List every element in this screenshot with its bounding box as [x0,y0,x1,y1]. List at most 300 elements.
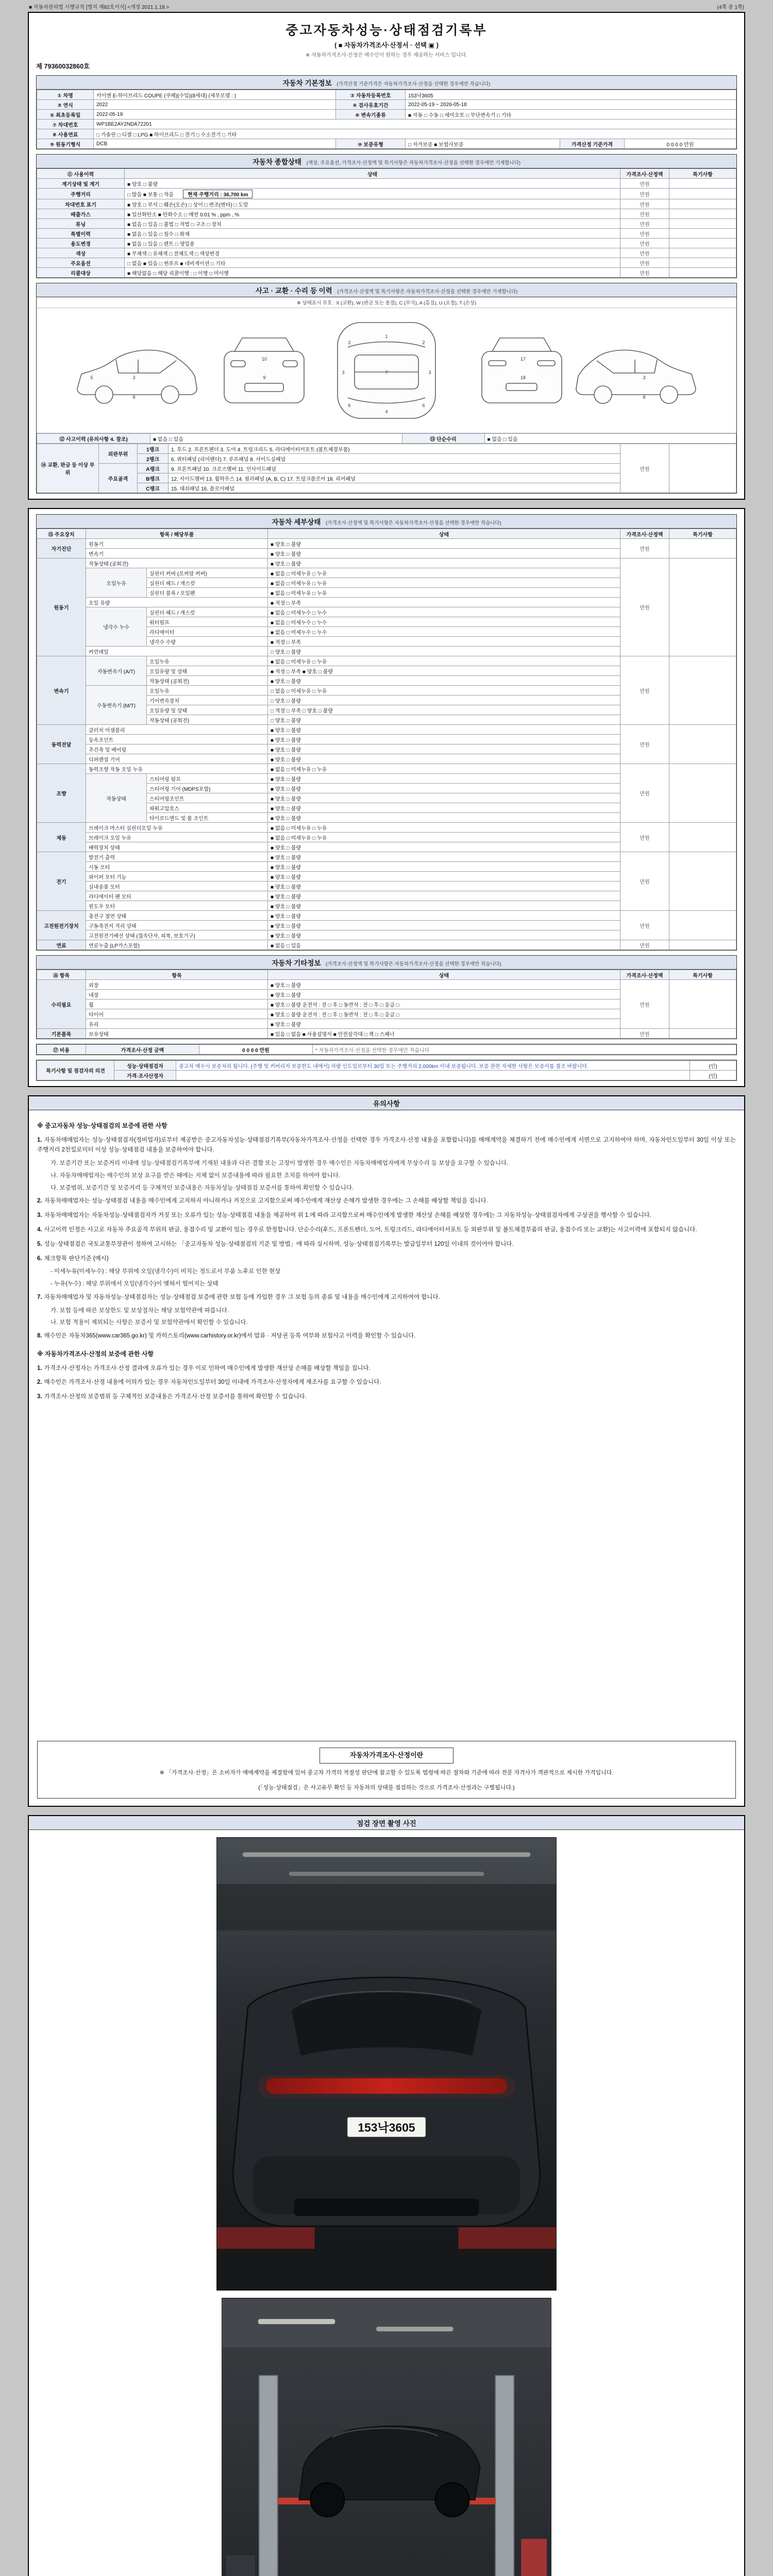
item-label: 계기상태 및 계기 [37,179,125,189]
table-row [37,940,736,950]
note-cell [669,209,736,219]
title-subline: ( ■ 자동차가격조사·산정서 · 선택 ▣ ) [334,42,439,49]
item-label: 시동 모터 [86,862,268,872]
notice-subitem: - 누유(누수) : 해당 부위에서 오일(냉각수)이 맺혀서 떨어지는 상태 [51,1281,219,1287]
page-marker: (4쪽 중 1쪽) [717,5,744,10]
note-cell [669,656,736,725]
garage-shadow [217,1884,556,1930]
subgroup-label: 작동상태 [86,774,147,823]
item-label: 특별이력 [37,229,125,239]
notice-subitem: 나. 자동차매매업자는 매수인의 보상 요구를 받은 때에는 지체 없이 보증내용에 따라 필요한 조치를 하여야 합니다. [51,1172,341,1179]
table-row [37,539,736,549]
item-status: ■ 없음 □ 미세누유 □ 누유 [268,833,620,842]
group-label: 전기 [37,852,86,911]
note-cell [669,940,736,950]
item-label: 브레이크 오일 누유 [86,833,268,842]
diagram-part-number: 1 [385,334,388,339]
price-cell: 만원 [620,248,669,258]
price-cell: 만원 [620,823,669,852]
note-cell [669,823,736,852]
price-cell: 만원 [620,229,669,239]
item-status: ■ 없음 □ 미세누수 □ 누수 [268,627,620,637]
item-label: 타이어 [86,1009,268,1019]
item-status: □ 양호 □ 불량 [268,696,620,705]
price-cell: 만원 [620,980,669,1029]
table-row [37,209,736,219]
detail-section-note: (가격조사·산정액 및 특기사항은 자동차가격조사·산정을 선택한 경우에만 적습니다) [326,520,501,526]
item-label: 변속기 [86,549,268,558]
column-header: 상태 [268,529,620,539]
diagram-part-number: 6 [348,403,351,408]
item-status [125,258,620,268]
table-header-row [37,529,736,539]
table-row [37,1061,736,1071]
price-cell: 만원 [620,539,669,558]
price-cell: 만원 [620,268,669,278]
subgroup-label: 자동변속기 (A/T) [86,656,147,686]
car-diagram-rear [482,338,562,403]
status-checkboxes: ■ 없음 □ 있음 □ 렌트 □ 영업용 [127,241,195,247]
notice-item-text: 사고이력 인정은 사고로 자동차 주요골격 부위의 판금, 용접수리 및 교환이 있는 경우로 한정합니다. 단순수리(후드, 프론트펜더, 도어, 트렁크리드, 라디에이터서포트 등 외판부위 및 볼트체결부품의 판금, 용접수리 또는 교환)는 사고이력에 포함되지 않습니다. [44,1226,697,1233]
column-header: 상태 [268,970,620,980]
diagram-part-number: 17 [520,357,526,362]
table-row [37,1071,736,1080]
item-status: ■ 양호 □ 불량 [268,1019,620,1029]
box-notice [28,1095,745,1807]
item-label: 오일누유 [147,686,268,696]
item-status: ■ 양호 □ 불량 [268,813,620,823]
item-status: ■ 없음 □ 미세누유 □ 누유 [268,823,620,833]
page-title: 중고자동차성능·상태점검기록부 [285,23,488,38]
ceiling-light [376,2327,453,2331]
group-label: 원동기 [37,558,86,656]
cost-section [36,1044,737,1055]
price-cell: 만원 [620,764,669,823]
item-status: ■ 적정 □ 부족 [268,637,620,647]
table-row [37,179,736,189]
group-label: 변속기 [37,656,86,725]
note-cell [669,1029,736,1039]
note-cell [669,189,736,199]
item-label: 추진축 및 베어링 [86,744,268,754]
diagram-part-number: 9 [263,375,266,380]
diagram-part-number: 7 [385,370,388,375]
item-status: ■ 양호 □ 불량 운전석 : 전 □ 후 □ 동반석 : 전 □ 후 □ 응급 □ [268,999,620,1009]
basic-info-table [37,90,736,149]
item-label: 고전원전기배선 상태 (접속단자, 피복, 보호기구) [86,930,268,940]
diagram-part-number: 10 [261,357,267,362]
table-row [37,911,736,921]
column-header: 특기사항 [669,529,736,539]
notice-subitem: 다. 보증범위, 보증기간 및 보증거리 등 구체적인 보증내용은 자동차성능·상태점검 보증서를 통하여 확인할 수 있습니다. [51,1184,354,1191]
field-label: ⑦ 차대번호 [37,120,94,129]
title-note: ※ 자동차가격조사·산정은 매수인이 원하는 경우 제공하는 서비스 입니다. [305,53,468,58]
item-label: 디퍼렌셜 기어 [86,754,268,764]
appraiser-opinion [176,1071,690,1080]
column-header: 항목 / 해당부품 [86,529,268,539]
item-status: ■ 없음 □ 미세누수 □ 누수 [268,617,620,627]
taillight-glow [258,2075,515,2098]
status-checkboxes: ■ 없음 □ 있음 □ 침수 □ 화재 [127,231,190,238]
item-label: 색상 [37,248,125,258]
table-row [37,558,736,568]
table-row [37,823,736,833]
price-cell: 만원 [620,189,669,199]
car-diagram-strip [37,308,736,433]
item-status: ■ 양호 □ 불량 [268,862,620,872]
table-header-row [37,169,736,179]
item-label: 실린더 헤드 / 개스킷 [147,607,268,617]
item-status: ■ 양호 □ 불량 [268,676,620,686]
car-diagram-front [224,338,304,403]
box-detail-etc [28,508,745,1087]
rank-label: A랭크 [138,464,169,473]
car-diagrams [67,311,706,427]
field-label: ⑥ 변속기종류 [336,110,406,120]
column-header: ⑪ 사용이력 [37,169,125,179]
item-status: ■ 양호 □ 불량 [268,980,620,990]
notice-section-header [29,1096,744,1110]
notice-item-text: 매수인은 가격조사·산정 내용에 이의가 있는 경우 자동차인도일부터 30일 이내에 가격조사·산정자에게 재조사를 요구할 수 있습니다. [44,1379,381,1386]
price-cell: 만원 [620,444,669,493]
diagram-part-number: 5 [90,375,93,380]
item-status [125,248,620,258]
notice-item [37,1196,736,1207]
status-checkboxes: ■ 양호 □ 부식 □ 훼손(오손) □ 상이 □ 변조(변타) □ 도말 [127,202,248,208]
item-status: □ 양호 □ 불량 [268,715,620,725]
column-header: 가격조사·산정액 [620,169,669,179]
notice-body [29,1110,744,1806]
item-label: 오일유량 및 상태 [147,666,268,676]
notice-subitem: 가. 보증기간 또는 보증거리 이내에 성능·상태점검기록부에 기재된 내용과 다른 결함 또는 고장이 발생한 경우 매수인은 자동차매매업자에게 무상수리 등 보상을 요구할 수 있습니다. [51,1160,509,1167]
table-row [37,444,736,454]
item-status: ■ 양호 □ 불량 [268,872,620,882]
field-value: 카이엔 E-하이브리드 COUPE (쿠페)(수입)(8세대) (세부모델 : ) [94,90,336,100]
notice-subitem: 가. 보험 등에 따른 보상한도 및 보상절차는 해당 보험약관에 따릅니다. [51,1307,229,1314]
table-row [37,229,736,239]
item-label: 라디에이터 [147,627,268,637]
lift-post-left [259,2376,278,2576]
item-status: ■ 양호 □ 불량 [268,754,620,764]
item-label: 배력장치 상태 [86,842,268,852]
group-label: 외판부위 [99,444,138,464]
item-status [125,239,620,248]
ceiling-light [243,1852,530,1857]
group-label: 동력전달 [37,725,86,764]
price-cell: 만원 [620,911,669,940]
basic-info-section [36,75,737,149]
overall-section-header [37,155,736,168]
accident-flags-table [37,433,736,444]
item-status: ■ 양호 □ 불량 [268,744,620,754]
cost-table [37,1044,736,1055]
field-label: ④ 검사유효기간 [336,100,406,110]
diagram-part-number: 8 [643,395,646,400]
notice-item-text: 가격조사·산정의 보증범위 등 구체적인 보증내용은 가격조사·산정 보증서를 통하여 확인할 수 있습니다. [44,1394,307,1400]
field-label: ② 자동차등록번호 [336,90,406,100]
field-label: ① 차명 [37,90,94,100]
table-row [37,434,736,444]
item-status: ■ 양호 □ 불량 [268,930,620,940]
table-row [37,1029,736,1039]
notice-item [37,1331,736,1342]
price-cell: 만원 [620,179,669,189]
group-label: 주요골격 [99,464,138,493]
diagram-part-number: 6 [422,403,425,408]
item-label: 차대번호 표기 [37,199,125,209]
notice-item [37,1136,736,1156]
price-cell: 만원 [620,1029,669,1039]
item-label: 구동축전지 격리 상태 [86,921,268,930]
box-photos [28,1815,745,2576]
workshop-clutter [226,2555,255,2576]
field-label: ⑤ 최초등록일 [37,110,94,120]
group-label: 조향 [37,764,86,823]
group-label: 제동 [37,823,86,852]
item-status: ■ 양호 □ 불량 [268,774,620,784]
item-status: □ 없음 □ 미세누유 □ 누유 [268,686,620,696]
item-label: 커먼레일 [86,647,268,656]
diagram-part-number: 4 [385,409,388,414]
table-row [37,268,736,278]
column-header: 상태 [125,169,620,179]
note-cell [669,219,736,229]
exchange-repair-label: ⑭ 교환, 판금 등 이상 부위 [37,444,99,493]
item-label: 브레이크 마스터 실린더오일 누유 [86,823,268,833]
cost-note: * 자동차가격조사·산정을 선택한 경우에만 적습니다 [313,1045,736,1055]
form-reference-line [28,2,745,11]
table-row [37,852,736,862]
diagram-part-number: 3 [428,370,431,375]
field-label: ⑫ 사고이력 (유의사항 4. 참조) [37,434,150,444]
notice-item-number: 1. [37,1365,42,1371]
item-status: ■ 없음 □ 미세누유 □ 누유 [268,764,620,774]
cost-label: ⑰ 비용 [37,1045,86,1055]
table-row [37,199,736,209]
diagram-part-number: 3 [643,375,646,380]
item-status [125,189,620,199]
notice-item-number: 2. [37,1198,42,1205]
notice-item-text: 자동차매매업자는 성능·상태점검 내용을 매수인에게 고지하지 아니하거나 거짓으로 고지함으로써 매수인에게 재산상 손해가 발생한 경우에는 그 손해를 배상할 책임을 집니다. [44,1198,488,1205]
item-label: 실내송풍 모터 [86,882,268,891]
table-row [37,110,736,120]
ceiling-light [258,2319,335,2324]
item-label: 등속조인트 [86,735,268,744]
table-row [37,980,736,990]
notice-item-text: 체크항목 판단기준 (예시) [44,1255,109,1262]
notice-section-title: 유의사항 [373,1100,400,1108]
accident-section-header [37,283,736,297]
item-status: ■ 양호 □ 불량 [268,891,620,901]
item-label: 파워고압호스 [147,803,268,813]
column-header: ⑮ 주요장치 [37,529,86,539]
diagram-part-number: 3 [342,370,345,375]
notice-item [37,1364,736,1374]
item-label: 작동상태 (공회전) [147,715,268,725]
car-diagram-side-right [576,350,696,404]
item-label: 유리 [86,1019,268,1029]
note-cell [669,911,736,940]
overall-section-note: (색상, 주요옵션, 가격조사·산정액 및 특기사항은 자동차가격조사·산정을 선택한 경우에만 기재합니다) [306,160,521,166]
diagram-part-number: 2 [348,340,351,345]
item-status: ■ 양호 □ 불량 [268,784,620,793]
status-checkboxes: □ 없음 ■ 있음 □ 썬루프 ■ 네비게이션 □ 기타 [127,261,226,267]
inspection-photo-rear [216,1837,557,2291]
detail-condition-table [37,529,736,950]
table-row [37,239,736,248]
group-label: 자기진단 [37,539,86,558]
price-cell: 만원 [620,558,669,656]
field-value: □ 가솔린 □ 디젤 □ LPG ■ 하이브리드 □ 전기 □ 수소전기 □ 기타 [94,129,736,139]
item-label: 오일누유 [147,656,268,666]
field-label: ⑩ 보증유형 [336,139,406,149]
item-label: 냉각수 수량 [147,637,268,647]
field-value: 0 0 0 0 만원 [625,139,736,149]
item-status: ■ 없음 □ 있음 [268,940,620,950]
rank-items: 9. 프론트패널 10. 크로스멤버 11. 인사이드패널 [169,464,620,473]
notice-subitem: - 미세누유(미세누수) : 해당 부위에 오일(냉각수)이 비치는 정도로서 부품 노후로 인한 현상 [51,1268,281,1275]
definition-box-line: ※ 「가격조사·산정」은 소비자가 매매계약을 체결함에 있어 중고차 가격의 적절성 판단에 참고할 수 있도록 법령에 따른 절차와 기준에 따라 전문 자격사가 객관적으로 제시한 가격입니다. [159,1769,614,1776]
item-status: ■ 양호 □ 불량 [268,921,620,930]
table-row [37,1045,736,1055]
note-cell [669,199,736,209]
box-basic-overall-accident [28,12,745,500]
current-mileage: 현재 주행거리 : 36,700 km [183,190,253,198]
table-row [37,725,736,735]
note-cell [669,268,736,278]
table-row [37,90,736,100]
notice-item-text: 가격조사·산정자는 가격조사·산정 결과에 오류가 있는 경우 이로 인하여 매수인에게 발생한 재산상 손해를 배상할 책임을 집니다. [44,1365,371,1371]
item-label: 연료누출 (LP가스포함) [86,940,268,950]
opinion-role: 성능·상태점검자 [114,1061,176,1071]
field-label: ⑧ 사용연료 [37,129,94,139]
table-row [37,129,736,139]
etc-info-section [36,955,737,1039]
car-diagram-side-left [77,350,197,404]
basic-section-note: (가격산정 기준가격은 자동차가격조사·산정을 선택한 경우에만 적습니다) [337,81,491,87]
accident-section-note: (가격조사·산정액 및 특기사항은 자동차가격조사·산정을 선택한 경우에만 기재합니다) [337,289,518,295]
item-status: ■ 양호 □ 불량 [268,735,620,744]
etc-section-note: (가격조사·산정액 및 특기사항은 자동차가격조사·산정을 선택한 경우에만 적습니다) [326,961,501,967]
diagram-part-number: 8 [132,395,136,400]
price-cell: 만원 [620,199,669,209]
item-label: 실린더 헤드 / 개스킷 [147,578,268,588]
diagram-part-number: 3 [132,375,136,380]
subgroup-label: 냉각수 누수 [86,607,147,647]
rank-items: 6. 쿼터패널 (리어펜더) 7. 루프패널 8. 사이드실패널 [169,454,620,464]
notice-item [37,1378,736,1388]
table-row [37,219,736,229]
item-label: 작동상태 (공회전) [86,558,268,568]
item-label: 외장 [86,980,268,990]
item-label: 휠 [86,999,268,1009]
item-status: ■ 양호 □ 불량 [268,803,620,813]
item-label: 주행거리 [37,189,125,199]
group-label: 기본품목 [37,1029,86,1039]
field-value: WP1BE2AY2NDA72201 [94,120,736,129]
note-cell [669,725,736,764]
notice-item-number: 5. [37,1241,42,1247]
notice-item-number: 6. [37,1255,42,1262]
notice-subheading: ※ 자동차가격조사·산정의 보증에 관한 사항 [37,1350,154,1358]
note-cell [669,980,736,1029]
table-row [37,258,736,268]
table-row [37,656,736,666]
table-row [37,189,736,199]
opinion-role: 가격·조사산정자 [114,1071,176,1080]
item-label: 클러치 어셈블리 [86,725,268,735]
notice-item-number: 4. [37,1226,42,1233]
note-cell [669,852,736,911]
detail-section-title: 자동차 세부상태 [272,518,321,526]
notice-item [37,1293,736,1303]
note-cell [669,539,736,558]
price-cell: 만원 [620,239,669,248]
item-label: 실린더 블록 / 오일팬 [147,588,268,598]
notice-item-number: 3. [37,1394,42,1400]
notice-item [37,1225,736,1235]
group-label: 고전원전기장치 [37,911,86,940]
note-cell [669,239,736,248]
item-label: 발전기 출력 [86,852,268,862]
subgroup-label: 오일누유 [86,568,147,598]
column-header: 특기사항 [669,169,736,179]
field-value: 153낙3605 [406,90,736,100]
car-wheel [435,2483,469,2517]
notice-item-text: 자동차매매업자 및 자동차성능·상태점검자는 성능·상태점검 보증에 관한 보험 등에 가입한 경우 그 보험 등의 종류 및 내용을 매수인에게 고지하여야 합니다. [44,1294,440,1300]
form-reference: ■ 자동차관리법 시행규칙 [별지 제82호서식] <개정 2021.1.19.> [29,5,170,10]
rank-label: 2랭크 [138,454,169,464]
column-header: 가격조사·산정액 [620,529,669,539]
basic-section-header [37,76,736,90]
etc-info-table [37,970,736,1039]
item-label: 오일유량 및 상태 [147,705,268,715]
field-value: ■ 자동 □ 수동 □ 세미오토 □ 무단변속기 □ 기타 [406,110,736,120]
item-status: ■ 없음 □ 미세누유 □ 누유 [268,578,620,588]
opinion-section [36,1060,737,1081]
notice-item-number: 7. [37,1294,42,1300]
price-cell: 만원 [620,258,669,268]
overall-section-title: 자동차 종합상태 [252,158,301,166]
item-label: 스티어링 기어 (MDPS포함) [147,784,268,793]
item-status: ■ 양호 □ 불량 [268,558,620,568]
item-status: ■ 양호 □ 불량 [268,882,620,891]
diagram-part-number: 18 [520,375,526,380]
item-label: 윈도우 모터 [86,901,268,911]
field-label: ③ 연식 [37,100,94,110]
note-cell [669,248,736,258]
etc-section-header [37,956,736,970]
notice-item [37,1240,736,1250]
table-row [37,120,736,129]
field-value: ■ 없음 □ 있음 [150,434,402,444]
field-value: DCB [94,139,336,149]
item-label: 기어변속장치 [147,696,268,705]
item-status [125,229,620,239]
car-wheel [310,2483,344,2517]
item-label: 스티어링조인트 [147,793,268,803]
table-row [37,764,736,774]
item-label: 튜닝 [37,219,125,229]
item-label: 워터펌프 [147,617,268,627]
status-checkboxes: □ 많음 ■ 보통 □ 적음 [127,192,174,198]
item-status [125,209,620,219]
item-label: 원동기 [86,539,268,549]
item-status: ■ 없음 □ 미세누유 □ 누유 [268,588,620,598]
item-status: ■ 양호 □ 불량 [268,901,620,911]
seal-cell: (인) [690,1061,736,1071]
notice-item-number: 2. [37,1379,42,1386]
